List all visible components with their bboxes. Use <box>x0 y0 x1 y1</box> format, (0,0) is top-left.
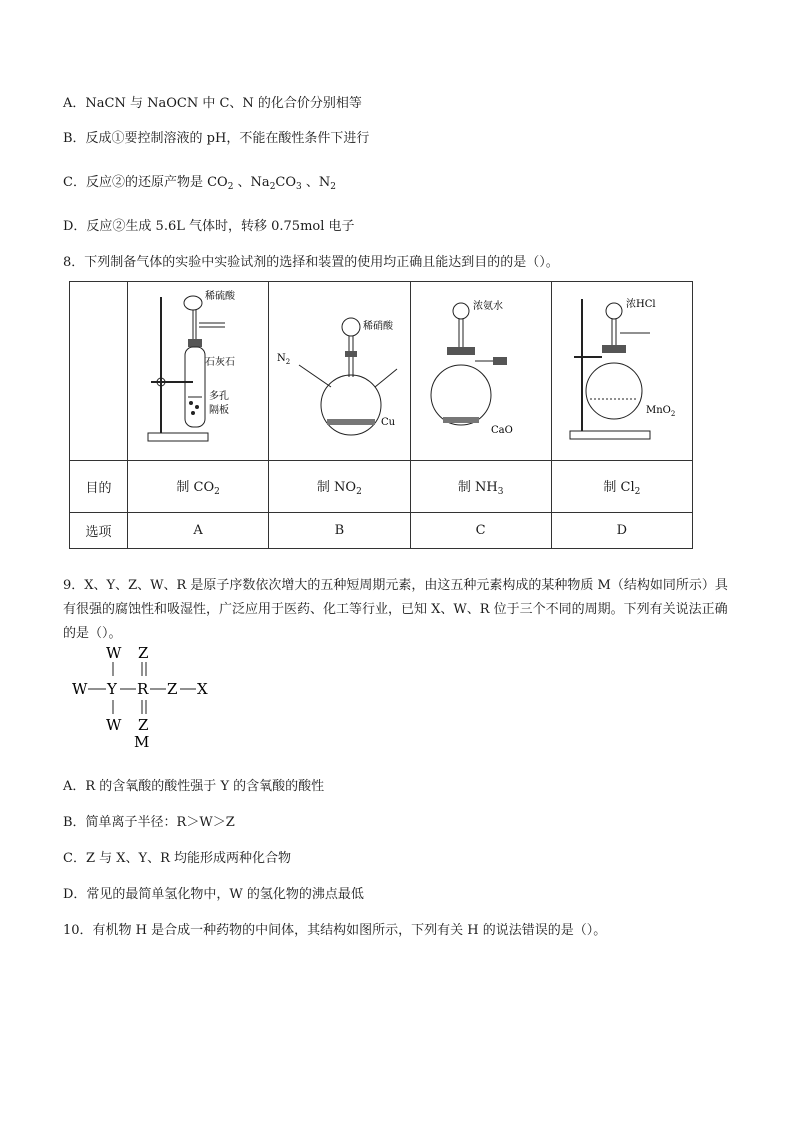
q8-stem: 8．下列制备气体的实验中实验试剂的选择和装置的使用均正确且能达到目的的是（）。 <box>63 255 559 270</box>
goal-d: 制 $Cl_2$ <box>551 461 692 513</box>
row-label-goal: 目的 <box>70 461 128 513</box>
label-dilute-hno3: 稀硝酸 <box>363 321 394 332</box>
label-conc-hcl: 浓HCl <box>625 299 656 310</box>
label-mno2: MnO$_2$ <box>645 405 676 418</box>
atom-z-bottom: Z <box>138 716 149 734</box>
goal-a: 制 $CO_2$ <box>128 461 269 513</box>
apparatus-d-diagram <box>551 282 692 461</box>
row-label-option: 选项 <box>70 513 128 549</box>
label-cu: Cu <box>381 417 396 428</box>
compound-m-label: M <box>134 733 150 750</box>
atom-w-top: W <box>106 644 122 662</box>
label-plate: 隔板 <box>209 405 230 416</box>
atom-r: R <box>137 680 149 698</box>
blank-cell <box>70 282 128 461</box>
atom-x: X <box>197 680 208 698</box>
q9-option-a: A．R 的含氧酸的酸性强于 Y 的含氧酸的酸性 <box>63 779 325 794</box>
option-a: A <box>128 513 269 549</box>
atom-z-right: Z <box>167 680 178 698</box>
q7-option-c: C．反应②的还原产物是 $CO_2$ 、$Na_2CO_3$ 、$N_2$ <box>63 175 337 192</box>
atom-y: Y <box>107 680 117 698</box>
q9-option-b: B．简单离子半径：R＞W＞Z <box>63 815 235 830</box>
atom-w-bottom: W <box>106 716 122 734</box>
label-dilute-h2so4: 稀硫酸 <box>205 291 236 302</box>
label-n2: $N_2$ <box>277 353 291 366</box>
apparatus-a-diagram <box>128 282 269 461</box>
option-b: B <box>269 513 410 549</box>
q9-structure-diagram <box>68 638 228 750</box>
goal-c: 制 $NH_3$ <box>410 461 551 513</box>
q7-option-d: D．反应②生成 5.6L 气体时，转移 0.75mol 电子 <box>63 219 355 234</box>
q10-stem: 10．有机物 H 是合成一种药物的中间体，其结构如图所示，下列有关 H 的说法错误的是（）。 <box>63 923 607 938</box>
q9-stem: 9．X、Y、Z、W、R 是原子序数依次增大的五种短周期元素，由这五种元素构成的某种物质 M（结构如同所示）具有很强的腐蚀性和吸湿性，广泛应用于医药、化工等行业，已知 X、W、R 位于三个不同的周期。下列有关说法正确的是（）。 <box>63 578 728 641</box>
apparatus-b-diagram <box>269 282 410 461</box>
atom-z-top: Z <box>138 644 149 662</box>
label-cao: CaO <box>490 425 513 436</box>
q8-apparatus-table <box>69 281 693 549</box>
q7-option-a: A．NaCN 与 NaOCN 中 C、N 的化合价分别相等 <box>63 96 362 111</box>
option-c: C <box>410 513 551 549</box>
option-d: D <box>551 513 692 549</box>
goal-b: 制 $NO_2$ <box>269 461 410 513</box>
label-porous: 多孔 <box>209 391 230 402</box>
atom-w-left: W <box>72 680 88 698</box>
q9-option-c: C．Z 与 X、Y、R 均能形成两种化合物 <box>63 851 292 866</box>
q9-option-d: D．常见的最简单氢化物中，W 的氢化物的沸点最低 <box>63 887 364 902</box>
label-limestone: 石灰石 <box>205 357 236 368</box>
q7-option-b: B．反成①要控制溶液的 pH，不能在酸性条件下进行 <box>63 131 370 146</box>
apparatus-c-diagram <box>410 282 551 461</box>
label-conc-ammonia: 浓氨水 <box>472 301 503 312</box>
